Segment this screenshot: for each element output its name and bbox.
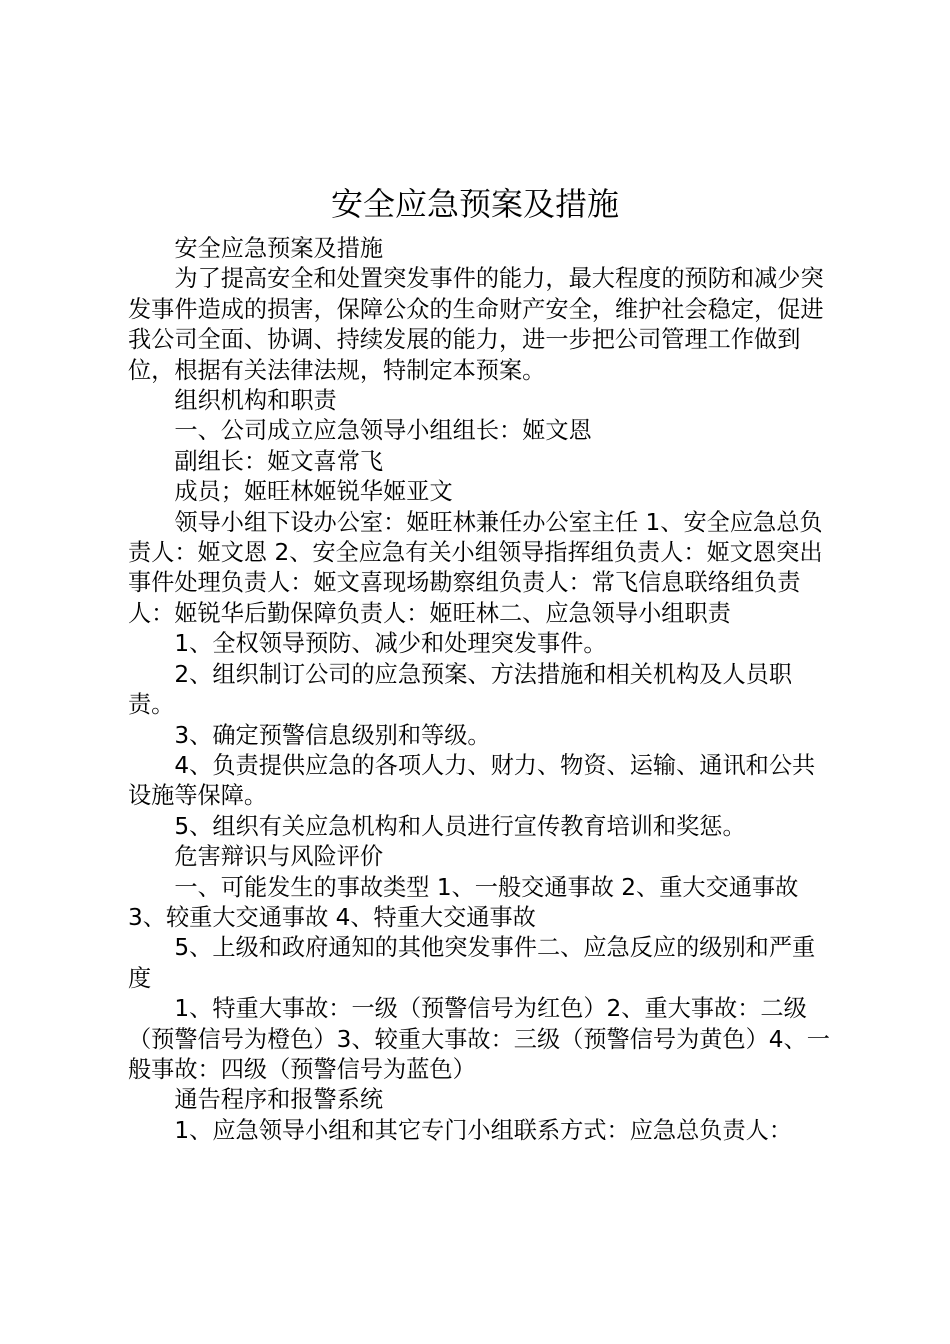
- paragraph: 一、可能发生的事故类型 1、一般交通事故 2、重大交通事故 3、较重大交通事故 4、特重大交通事故: [128, 873, 799, 931]
- section-heading: 组织机构和职责: [174, 387, 337, 415]
- section-heading: 危害辩识与风险评价: [174, 843, 384, 871]
- list-item: 3、确定预警信息级别和等级。: [174, 721, 491, 749]
- document-body: [128, 234, 836, 1146]
- list-item: 2、组织制订公司的应急预案、方法措施和相关机构及人员职责。: [128, 660, 793, 719]
- list-item: 5、组织有关应急机构和人员进行宣传教育培训和奖惩。: [174, 812, 746, 840]
- paragraph: 一、公司成立应急领导小组组长：姬文恩: [174, 417, 592, 445]
- paragraph: 副组长：姬文喜常飞: [174, 447, 384, 475]
- section-heading: 通告程序和报警系统: [174, 1086, 384, 1114]
- paragraph: 领导小组下设办公室：姬旺林兼任办公室主任 1、安全应急总负责人：姬文恩 2、安全应急有关小组领导指挥组负责人：姬文恩突出事件处理负责人：姬文喜现场勘察组负责人：常飞信息联络组负责人：姬锐华后勤保障负责人：姬旺林二、应急领导小组职责: [128, 508, 823, 627]
- paragraph: 1、应急领导小组和其它专门小组联系方式：应急总负责人：: [174, 1116, 793, 1144]
- list-item: 1、全权领导预防、减少和处理突发事件。: [174, 630, 607, 658]
- list-item: 4、负责提供应急的各项人力、财力、物资、运输、通讯和公共设施等保障。: [128, 751, 816, 810]
- paragraph: 成员；姬旺林姬锐华姬亚文: [174, 478, 453, 506]
- paragraph: 为了提高安全和处置突发事件的能力，最大程度的预防和减少突发事件造成的损害，保障公众的生命财产安全，维护社会稳定，促进我公司全面、协调、持续发展的能力，进一步把公司管理工作做到位，根据有关法律法规，特制定本预案。: [128, 265, 824, 384]
- paragraph: 1、特重大事故：一级（预警信号为红色）2、重大事故：二级（预警信号为橙色）3、较重大事故：三级（预警信号为黄色）4、一般事故：四级（预警信号为蓝色）: [128, 995, 830, 1083]
- paragraph: 安全应急预案及措施: [174, 235, 384, 262]
- paragraph: 5、上级和政府通知的其他突发事件二、应急反应的级别和严重度: [128, 934, 816, 992]
- document-title: 安全应急预案及措施: [330, 185, 619, 223]
